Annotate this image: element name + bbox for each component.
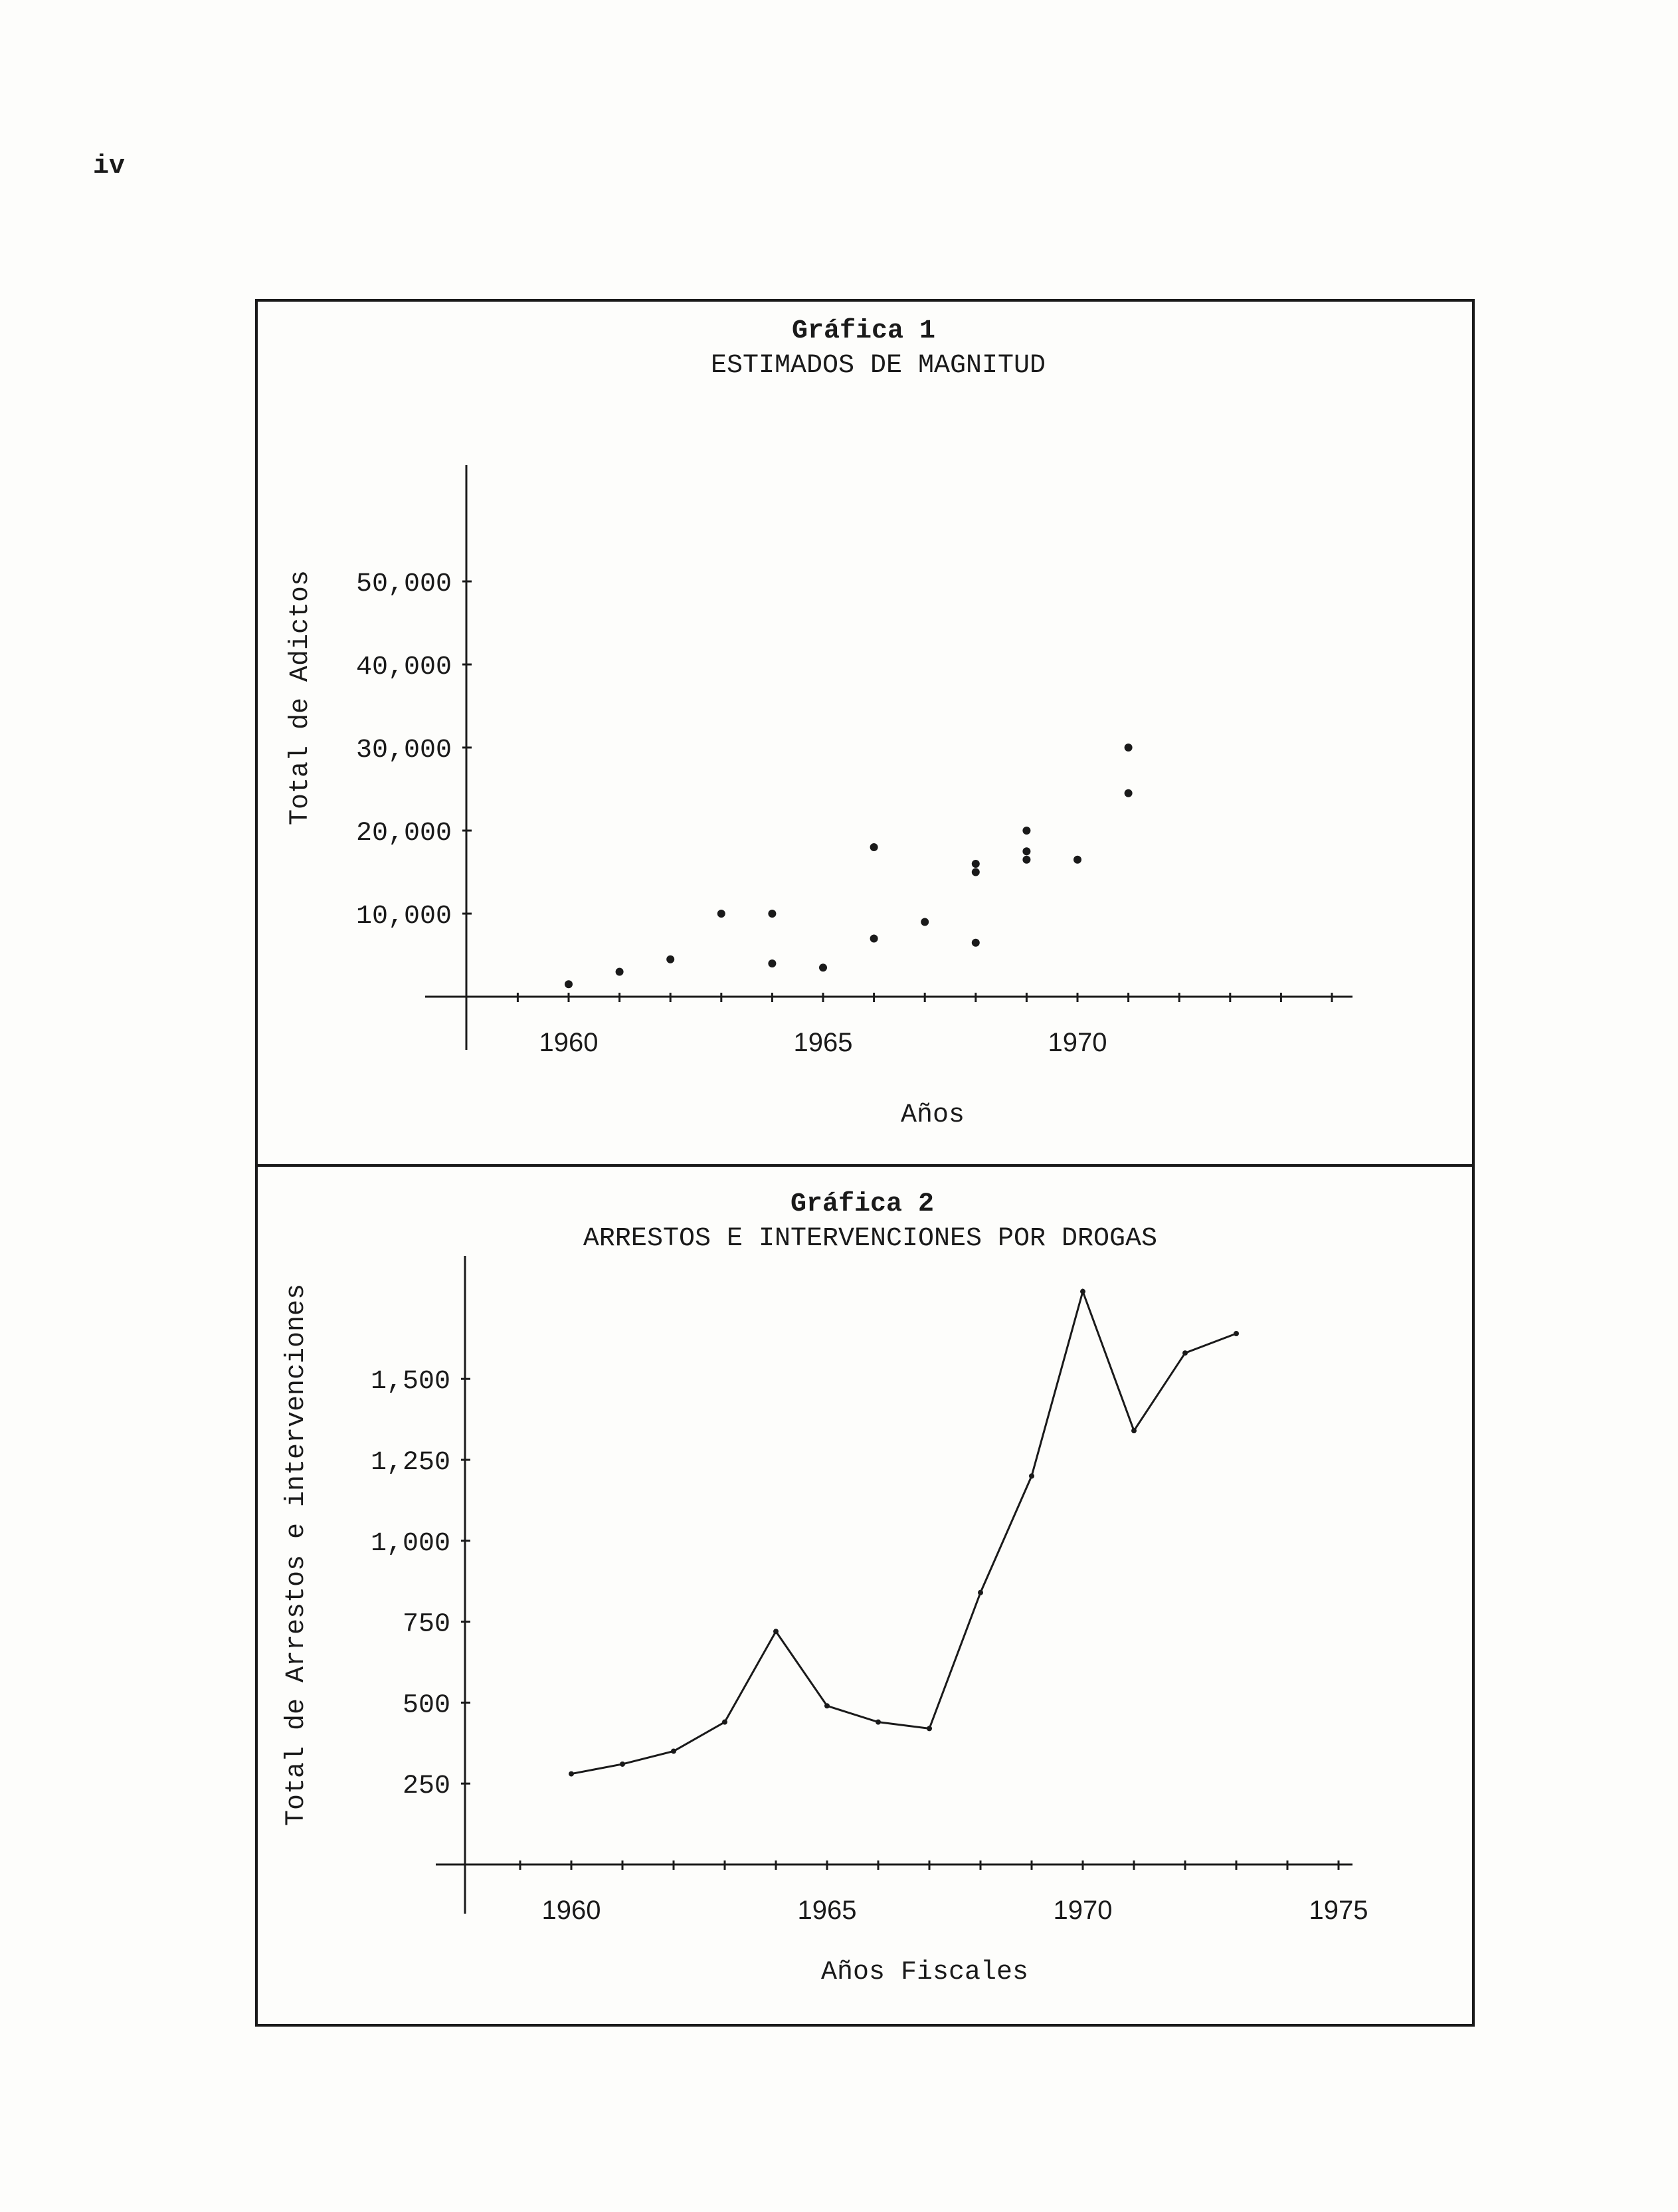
- chart-2-x-tick-label: 1970: [1053, 1896, 1113, 1925]
- chart-2-x-tick-label: 1960: [541, 1896, 601, 1925]
- chart-1-point: [768, 910, 776, 918]
- chart-1-xlabel: Años: [900, 1100, 965, 1130]
- chart-2-point: [1080, 1289, 1085, 1294]
- chart-1-point: [717, 910, 725, 918]
- chart-1-ylabel: Total de Adictos: [286, 569, 316, 826]
- chart-2-caption: Gráfica 2: [790, 1189, 935, 1219]
- chart-1-point: [1073, 856, 1081, 864]
- chart-1-point: [666, 955, 674, 963]
- chart-1-y-tick-label: 10,000: [355, 902, 452, 932]
- chart-2-y-tick-label: 750: [402, 1609, 450, 1640]
- chart-1-points: [565, 744, 1133, 988]
- chart-2-point: [722, 1720, 727, 1725]
- chart-1-y-tick-label: 40,000: [355, 653, 452, 682]
- chart-1-point: [870, 935, 878, 943]
- chart-1-x-tick-label: 1970: [1048, 1028, 1107, 1057]
- chart-1-x-ticks: [517, 993, 1332, 1057]
- chart-1-y-tick-label: 20,000: [355, 819, 452, 849]
- chart-2-point: [927, 1726, 932, 1731]
- chart-2-point: [671, 1748, 676, 1754]
- chart-1-x-tick-label: 1965: [793, 1028, 853, 1057]
- chart-1-point: [819, 963, 827, 971]
- chart-1-point: [1022, 827, 1030, 835]
- chart-2-y-tick-label: 500: [402, 1690, 450, 1721]
- chart-2-y-tick-label: 1,500: [370, 1367, 450, 1397]
- chart-2-xlabel: Años Fiscales: [820, 1958, 1029, 1987]
- chart-2-series-line: [571, 1292, 1236, 1774]
- chart-1-point: [768, 959, 776, 967]
- chart-1-caption: Gráfica 1: [791, 316, 936, 346]
- chart-2-point: [1234, 1331, 1239, 1336]
- chart-2-y-tick-label: 1,250: [370, 1448, 450, 1478]
- chart-2: [282, 1189, 1368, 1987]
- chart-1-point: [972, 868, 980, 876]
- chart-2-ylabel: Total de Arrestos e intervenciones: [282, 1283, 312, 1827]
- chart-1-point: [972, 939, 980, 947]
- chart-1-y-tick-label: 50,000: [355, 569, 452, 599]
- chart-1-title: ESTIMADOS DE MAGNITUD: [710, 351, 1046, 381]
- page-number: iv: [93, 151, 126, 181]
- chart-1-point: [870, 843, 878, 851]
- chart-1-point: [1125, 744, 1133, 752]
- chart-2-x-ticks: [520, 1860, 1368, 1925]
- chart-1-x-tick-label: 1960: [539, 1028, 599, 1057]
- chart-1-point: [1022, 847, 1030, 855]
- chart-2-y-tick-label: 1,000: [370, 1528, 450, 1559]
- chart-2-point: [1182, 1350, 1188, 1356]
- chart-2-point: [569, 1771, 574, 1777]
- chart-1-y-tick-label: 30,000: [355, 736, 452, 765]
- chart-2-point: [1029, 1473, 1034, 1478]
- chart-2-title: ARRESTOS E INTERVENCIONES POR DROGAS: [583, 1224, 1158, 1254]
- chart-1: [286, 316, 1352, 1130]
- chart-1-point: [1022, 856, 1030, 864]
- chart-2-point: [876, 1720, 881, 1725]
- chart-2-y-tick-label: 250: [402, 1771, 450, 1802]
- chart-1-point: [972, 860, 980, 868]
- chart-1-y-ticks: [356, 569, 472, 932]
- chart-2-point: [824, 1703, 830, 1708]
- chart-1-point: [565, 980, 573, 988]
- chart-2-x-tick-label: 1975: [1309, 1896, 1368, 1925]
- chart-2-series: [569, 1289, 1239, 1777]
- chart-2-point: [978, 1590, 983, 1595]
- chart-1-point: [921, 918, 929, 926]
- chart-1-point: [1125, 789, 1133, 797]
- chart-2-y-ticks: [371, 1367, 470, 1801]
- chart-2-point: [1131, 1428, 1137, 1433]
- chart-2-x-tick-label: 1965: [797, 1896, 857, 1925]
- chart-2-point: [620, 1761, 625, 1767]
- chart-2-point: [773, 1629, 779, 1634]
- chart-1-point: [616, 968, 624, 976]
